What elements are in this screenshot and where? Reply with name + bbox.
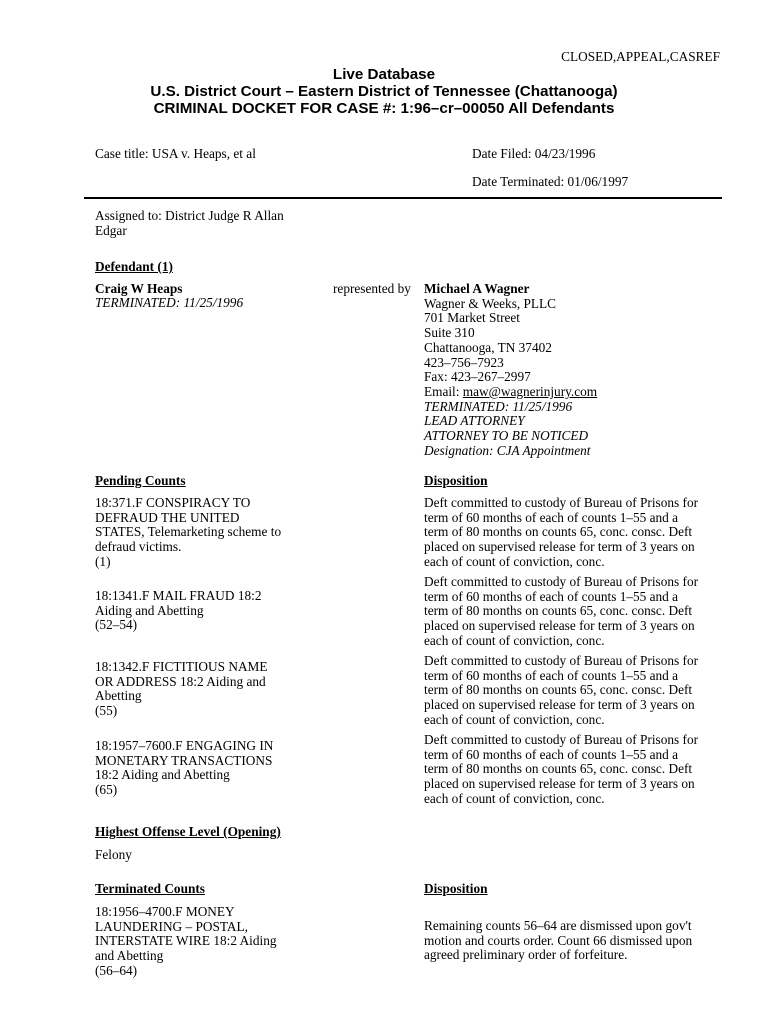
attorney-fax: Fax: 423–267–2997 <box>424 369 531 385</box>
assigned-judge: Assigned to: District Judge R Allan Edgar <box>95 208 284 238</box>
defendant-heading: Defendant (1) <box>95 259 173 274</box>
represented-by: represented by <box>333 281 411 296</box>
date-terminated: Date Terminated: 01/06/1997 <box>472 174 629 189</box>
pending-disposition-3: Deft committed to custody of Bureau of Prisons for term of 60 months of each of counts 1–55 and a term of 80 months on counts 65, conc. consc. Deft placed on supervised release for term of 3 years on each of count of conviction, conc. <box>424 653 699 727</box>
date-filed: Date Filed: 04/23/1996 <box>472 146 596 161</box>
attorney-suite: Suite 310 <box>424 325 475 341</box>
attorney-designation: Designation: CJA Appointment <box>424 442 591 458</box>
header-title: Live Database <box>332 66 436 83</box>
highest-offense-heading: Highest Offense Level (Opening) <box>95 824 281 839</box>
terminated-counts-heading: Terminated Counts <box>95 881 205 896</box>
terminated-count-1: 18:1956–4700.F MONEY LAUNDERING – POSTAL, INTERSTATE WIRE 18:2 Aiding and Abetting (56–64) <box>95 904 277 978</box>
pending-disposition-4: Deft committed to custody of Bureau of Prisons for term of 60 months of each of counts 1–55 and a term of 80 months on counts 65, conc. consc. Deft placed on supervised release for term of 3 years on each of count of conviction, conc. <box>424 732 699 806</box>
highest-offense-value: Felony <box>95 847 132 862</box>
attorney-terminated: TERMINATED: 11/25/1996 <box>424 398 573 414</box>
attorney-street: 701 Market Street <box>424 310 521 326</box>
attorney-email-row <box>424 385 597 400</box>
email-label: Email: <box>424 383 463 399</box>
pending-count-3: 18:1342.F FICTITIOUS NAME OR ADDRESS 18:2 Aiding and Abetting (55) <box>95 659 268 719</box>
terminated-disposition-heading: Disposition <box>424 881 488 896</box>
attorney-phone: 423–756–7923 <box>424 354 504 370</box>
header-court: U.S. District Court – Eastern District of Tennessee (Chattanooga) <box>150 83 618 100</box>
pending-disposition-1: Deft committed to custody of Bureau of Prisons for term of 60 months of each of counts 1–55 and a term of 80 months on counts 65, conc. consc. Deft placed on supervised release for term of 3 years on each of count of conviction, conc. <box>424 495 699 569</box>
attorney-city: Chattanooga, TN 37402 <box>424 339 552 355</box>
divider-rule <box>84 197 722 199</box>
pending-disposition-2: Deft committed to custody of Bureau of Prisons for term of 60 months of each of counts 1–55 and a term of 80 months on counts 65, conc. consc. Deft placed on supervised release for term of 3 years on each of count of conviction, conc. <box>424 574 699 648</box>
terminated-disposition-1: Remaining counts 56–64 are dismissed upon gov't motion and courts order. Count 66 dismissed upon agreed preliminary order of forfeiture. <box>424 918 693 963</box>
case-title: Case title: USA v. Heaps, et al <box>95 146 256 161</box>
attorney-lead: LEAD ATTORNEY <box>424 413 525 429</box>
case-flags: CLOSED,APPEAL,CASREF <box>561 49 720 64</box>
pending-count-2: 18:1341.F MAIL FRAUD 18:2 Aiding and Abetting (52–54) <box>95 588 262 633</box>
pending-count-1: 18:371.F CONSPIRACY TO DEFRAUD THE UNITED STATES, Telemarketing scheme to defraud victims. (1) <box>95 495 282 569</box>
header-docket: CRIMINAL DOCKET FOR CASE #: 1:96–cr–00050 All Defendants <box>153 100 615 117</box>
attorney-block <box>424 282 597 458</box>
attorney-notice: ATTORNEY TO BE NOTICED <box>424 428 589 444</box>
attorney-firm: Wagner & Weeks, PLLC <box>424 295 557 311</box>
pending-counts-heading: Pending Counts <box>95 473 186 488</box>
attorney-email-link[interactable]: maw@wagnerinjury.com <box>462 383 598 399</box>
defendant-terminated: TERMINATED: 11/25/1996 <box>95 295 244 310</box>
attorney-name: Michael A Wagner <box>424 281 530 296</box>
defendant-name: Craig W Heaps <box>95 281 183 296</box>
pending-disposition-heading: Disposition <box>424 473 488 488</box>
pending-count-4: 18:1957–7600.F ENGAGING IN MONETARY TRANSACTIONS 18:2 Aiding and Abetting (65) <box>95 738 274 798</box>
